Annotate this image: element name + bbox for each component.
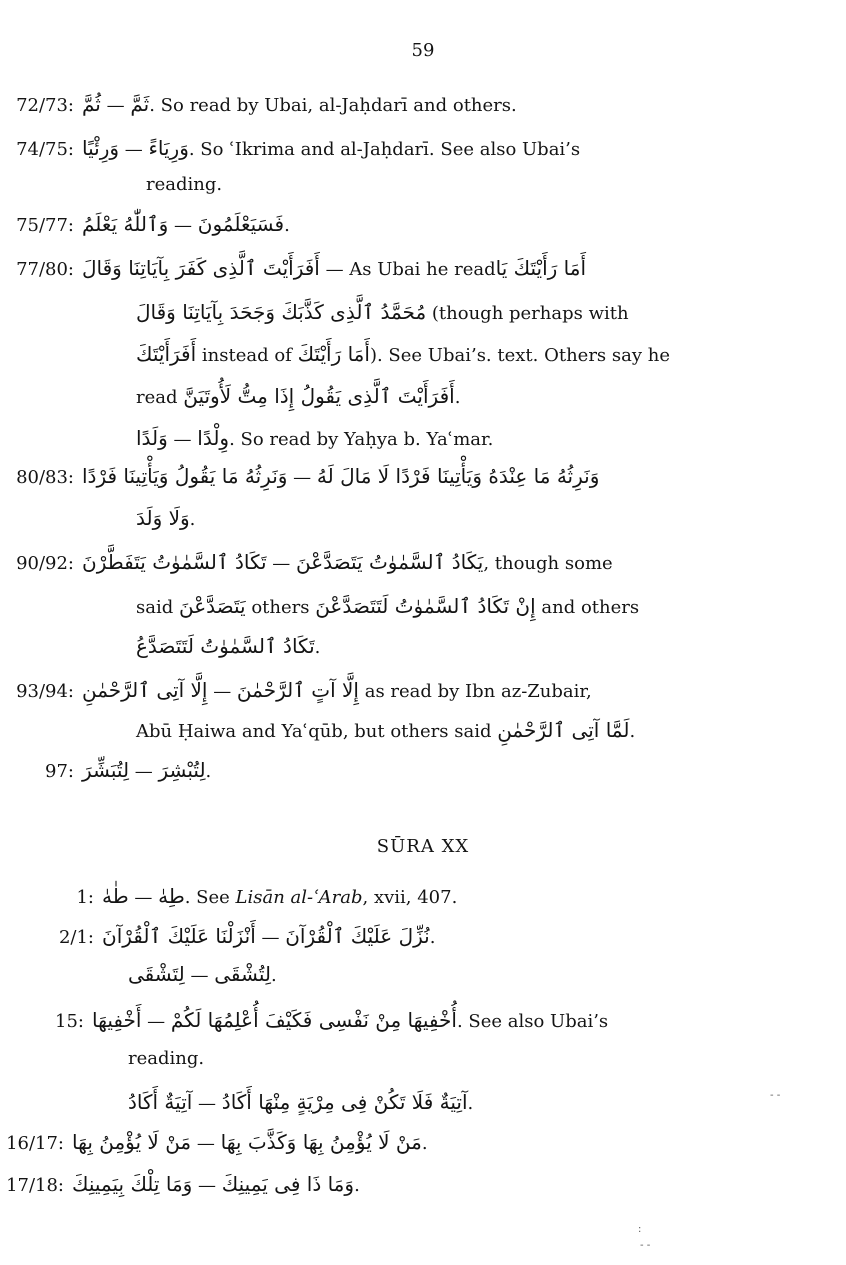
commentary-text: .	[354, 1175, 360, 1196]
text-line	[128, 1090, 473, 1114]
verse-reference: 1:	[76, 887, 94, 908]
commentary-text: (though perhaps with	[426, 303, 629, 324]
commentary-text: .	[467, 1093, 474, 1114]
commentary-text: —	[255, 927, 286, 948]
commentary-text: —	[184, 965, 215, 986]
text-line	[128, 962, 277, 986]
commentary-text: ). See Ubai’s. text. Others say he	[369, 345, 670, 366]
verse-reference: 17/18:	[6, 1175, 64, 1196]
verse-reference: 2/1:	[58, 927, 94, 948]
commentary-text: —	[287, 467, 317, 488]
arabic-reading: وَنَرِثُهُ مَا عِنْدَهُ وَيَأْتِينَا فَرْدًا لَا مَالَ لَهُ	[316, 464, 600, 488]
commentary-text: —	[100, 95, 131, 116]
arabic-reading: وَٱللّٰهُ يَعْلَمُ	[82, 212, 169, 236]
arabic-reading: أَفَرَأَيْتَ ٱلَّذِى كَفَرَ بِآيَاتِنَا وَقَالَ	[82, 256, 320, 280]
sura-heading: SŪRA XX	[376, 836, 470, 857]
arabic-reading: وَنَرِثُهُ مَا يَقُولُ وَيَأْتِينَا فَرْدًا	[82, 464, 288, 488]
arabic-reading: وَرِئْيًا	[82, 136, 120, 160]
commentary-text: and others	[535, 597, 640, 618]
text-line	[0, 678, 592, 702]
arabic-reading: آتِيَةٌ أَكَادُ	[128, 1090, 193, 1114]
margin-mark: - -	[640, 1240, 651, 1251]
arabic-reading: أَنْزَلْنَا عَلَيْكَ ٱلْقُرْآنَ	[102, 924, 256, 948]
commentary-text: .	[454, 387, 461, 408]
commentary-text: —	[129, 761, 159, 782]
verse-reference: 16/17:	[6, 1133, 64, 1154]
text-line	[0, 1172, 360, 1196]
arabic-reading: فَسَيَعْلَمُونَ	[197, 212, 285, 236]
arabic-reading: آتِيَةٌ فَلَا تَكُنْ فِى مِرْيَةٍ مِنْهَا أَكَادُ	[221, 1090, 468, 1114]
commentary-text: —	[266, 553, 297, 574]
commentary-text: instead of	[196, 345, 298, 366]
text-line	[0, 92, 517, 116]
arabic-reading: أَخْفِيهَا	[92, 1008, 142, 1032]
commentary-text: others	[245, 597, 316, 618]
verse-reference: 90/92:	[16, 553, 74, 574]
commentary-text: , xvii, 407.	[362, 887, 458, 908]
commentary-text: .	[421, 1133, 428, 1154]
commentary-text: .	[429, 927, 436, 948]
arabic-reading: أَفَرَأَيْتَكَ	[136, 342, 197, 366]
arabic-reading: أَمَا رَأَيْتَكَ يَا	[495, 256, 587, 280]
text-line	[0, 212, 290, 236]
arabic-reading: طِهٰ	[158, 884, 185, 908]
arabic-reading: يَتَصَدَّعْنَ	[178, 594, 246, 618]
commentary-text: —	[207, 681, 237, 702]
commentary-text: . See also Ubai’s	[456, 1011, 609, 1032]
commentary-text: . So read by Ubai, al-Jaḥdarī and others.	[149, 95, 517, 116]
text-line	[146, 174, 222, 195]
verse-reference: 72/73:	[16, 95, 74, 116]
arabic-reading: وَمَا تِلْكَ بِيَمِينِكَ	[72, 1172, 193, 1196]
text-line	[136, 594, 639, 618]
arabic-reading: ثَمَّ	[130, 92, 150, 116]
commentary-text: .	[189, 509, 196, 530]
verse-reference: 15:	[55, 1011, 84, 1032]
arabic-reading: وَلَدًا	[136, 426, 168, 450]
commentary-text: .	[270, 965, 277, 986]
verse-reference: 80/83:	[16, 467, 74, 488]
commentary-text: —	[119, 139, 149, 160]
arabic-reading: ثُمَّ	[82, 92, 101, 116]
commentary-text: Abū Ḥaiwa and Yaʿqūb, but others said	[136, 721, 498, 742]
margin-mark: :	[638, 1224, 642, 1235]
arabic-reading: تَكَادُ ٱلسَّمٰوٰتُ لَتَتَصَدَّعُ	[136, 634, 315, 658]
arabic-reading: مُحَمَّدُ ٱلَّذِى كَذَّبَكَ وَجَحَدَ بِآيَاتِنَا وَقَالَ	[136, 300, 427, 324]
commentary-text: .	[314, 637, 321, 658]
source-title: Lisān al-ʿArab	[235, 887, 363, 908]
text-line	[136, 384, 460, 408]
text-line	[0, 1130, 428, 1154]
commentary-text: .	[629, 721, 636, 742]
margin-mark: - -	[770, 1090, 781, 1101]
text-line	[20, 884, 457, 908]
text-line	[128, 1048, 204, 1069]
verse-reference: 77/80:	[16, 259, 74, 280]
commentary-text: . So read by Yaḥya b. Yaʿmar.	[229, 429, 494, 450]
commentary-text: .	[284, 215, 290, 236]
commentary-text: —	[167, 429, 198, 450]
commentary-text: .	[205, 761, 212, 782]
arabic-reading: وِلْدًا	[197, 426, 230, 450]
arabic-reading: إِلَّا آتٍ ٱلرَّحْمٰنَ	[236, 678, 359, 702]
commentary-text: as read by Ibn az-Zubair,	[358, 681, 592, 702]
arabic-reading: أُخْفِيهَا مِنْ نَفْسِى فَكَيْفَ أُعْلِمُهَا لَكُمْ	[170, 1008, 457, 1032]
arabic-reading: لَمَّا آتِى ٱلرَّحْمٰنِ	[497, 718, 630, 742]
text-line	[136, 426, 493, 450]
verse-reference: 93/94:	[16, 681, 74, 702]
arabic-reading: لِتُبَشِّرَ	[82, 758, 130, 782]
arabic-reading: تَكَادُ ٱلسَّمٰوٰتُ يَتَفَطَّرْنَ	[82, 550, 267, 574]
text-line	[136, 634, 320, 658]
arabic-reading: أَفَرَأَيْتَ ٱلَّذِى يَقُولُ إِذَا مِتُّ لَأُوتَيَنَّ	[183, 384, 455, 408]
text-line	[136, 506, 195, 530]
arabic-reading: يَكَادُ ٱلسَّمٰوٰتُ يَتَصَدَّعْنَ	[296, 550, 484, 574]
arabic-reading: لِتَشْقَى	[128, 962, 185, 986]
text-line	[0, 464, 599, 488]
commentary-text: reading.	[128, 1048, 205, 1069]
arabic-reading: لِتُبْشِرَ	[158, 758, 206, 782]
verse-reference: 97:	[45, 761, 74, 782]
commentary-text: . See	[184, 887, 236, 908]
arabic-reading: وَرِيَاءً	[148, 136, 189, 160]
verse-reference: 74/75:	[16, 139, 74, 160]
commentary-text: reading.	[146, 174, 223, 195]
arabic-reading: طٰهٰ	[102, 884, 129, 908]
arabic-reading: مَنْ لَا يُؤْمِنُ بِهَا	[72, 1130, 192, 1154]
text-line	[0, 758, 211, 782]
arabic-reading: وَمَا ذَا فِى يَمِينِكَ	[221, 1172, 355, 1196]
verse-reference: 75/77:	[16, 215, 74, 236]
commentary-text: —	[141, 1011, 171, 1032]
text-line	[136, 342, 670, 366]
commentary-text: —	[192, 1175, 222, 1196]
commentary-text: said	[136, 597, 179, 618]
text-line	[10, 1008, 608, 1032]
arabic-reading: وَلَا وَلَدَ	[136, 506, 190, 530]
arabic-reading: لِتُشْقَى	[214, 962, 271, 986]
commentary-text: —	[168, 215, 198, 236]
page-number: 59	[411, 40, 435, 61]
arabic-reading: أَمَا رَأَيْتَكَ	[297, 342, 370, 366]
commentary-text: read	[136, 387, 184, 408]
text-line	[136, 300, 629, 324]
commentary-text: —	[192, 1093, 222, 1114]
arabic-reading: مَنْ لَا يُؤْمِنُ بِهَا وَكَذَّبَ بِهَا	[220, 1130, 422, 1154]
commentary-text: —	[191, 1133, 221, 1154]
text-line	[0, 136, 580, 160]
commentary-text: —	[128, 887, 159, 908]
commentary-text: . So ʿIkrima and al-Jaḥdarī. See also Ubai’s	[188, 139, 581, 160]
arabic-reading: إِلَّا آتِى ٱلرَّحْمٰنِ	[82, 678, 208, 702]
text-line	[0, 256, 586, 280]
text-line	[0, 550, 613, 574]
text-line	[136, 718, 635, 742]
arabic-reading: نُزِّلَ عَلَيْكَ ٱلْقُرْآنَ	[285, 924, 430, 948]
text-line	[20, 924, 435, 948]
arabic-reading: إِنْ تَكَادُ ٱلسَّمٰوٰتُ لَتَتَصَدَّعْنَ	[315, 594, 536, 618]
commentary-text: , though some	[483, 553, 613, 574]
commentary-text: — As Ubai he read	[319, 259, 496, 280]
